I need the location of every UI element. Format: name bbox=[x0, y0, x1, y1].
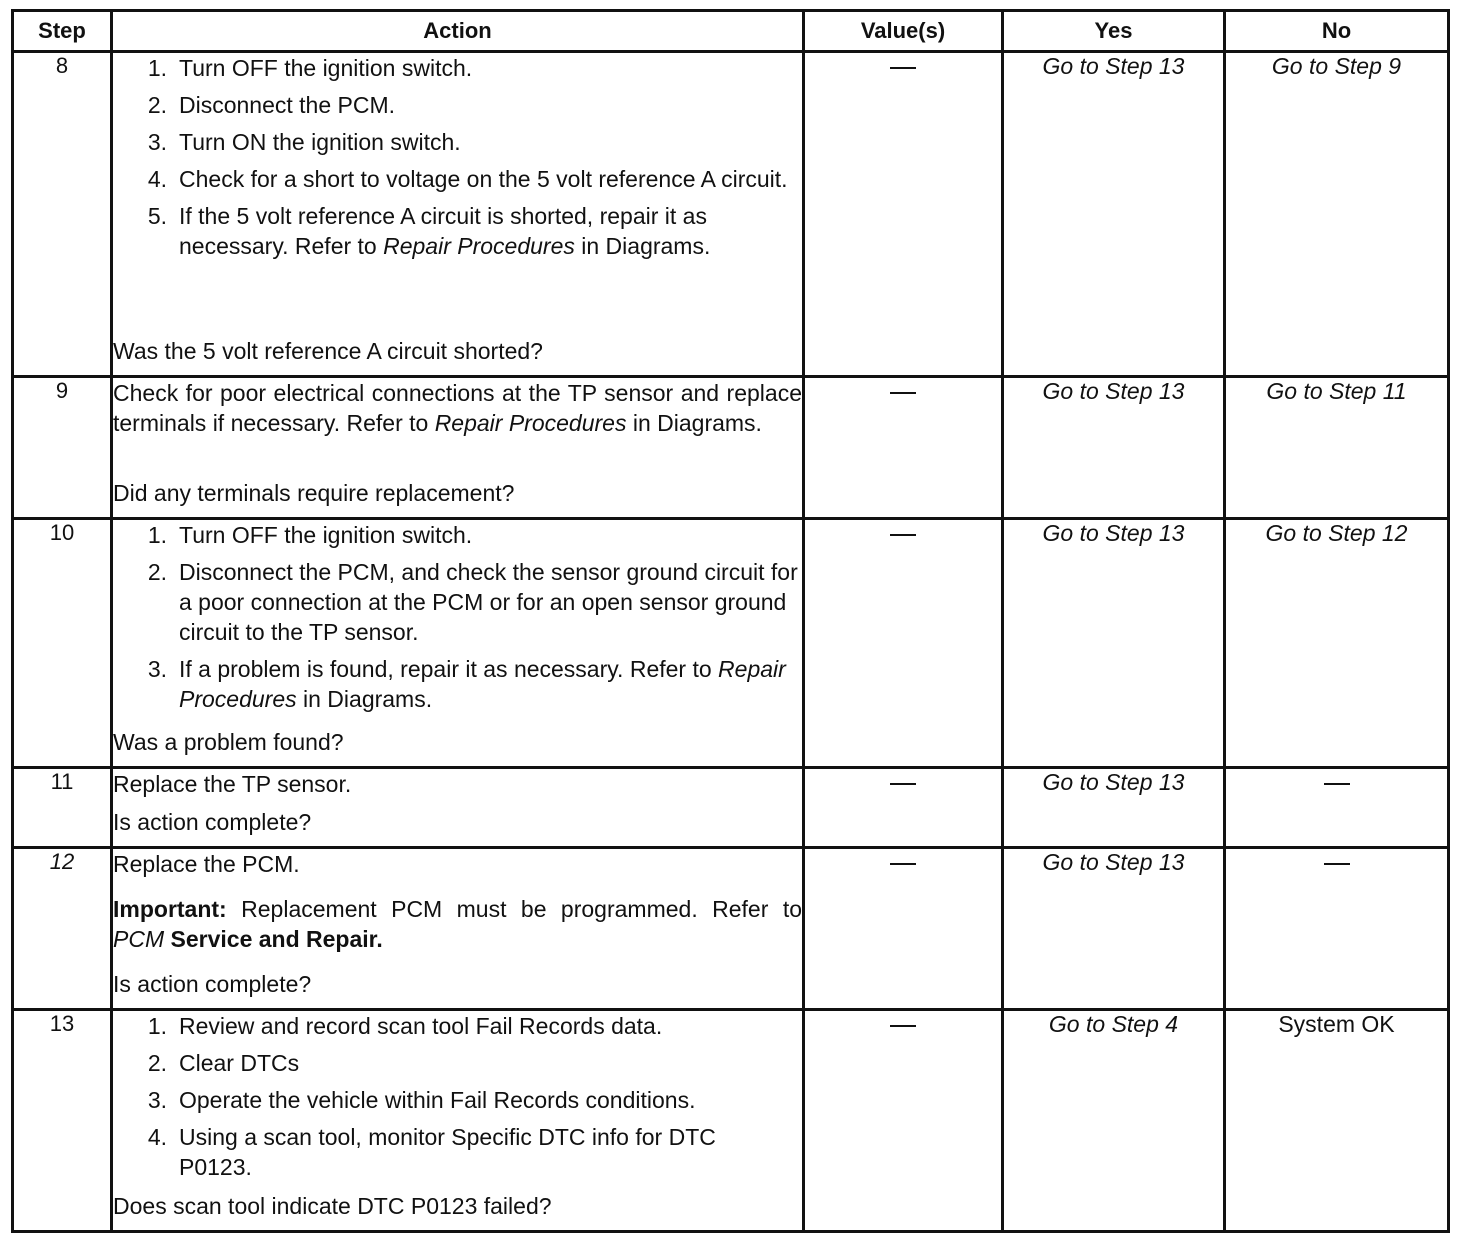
list-item: 2. Clear DTCs bbox=[147, 1050, 300, 1076]
no-cell bbox=[1225, 377, 1449, 519]
no-result: System OK bbox=[1278, 1011, 1395, 1037]
list-item: 1. Turn OFF the ignition switch. bbox=[147, 522, 473, 548]
action-text: Check for poor electrical connections at the TP sensor and replace terminals if necessary. Refer to Repair Procedures in Diagrams. bbox=[113, 380, 802, 436]
step-number: 10 bbox=[13, 519, 112, 768]
table-row-step-8 bbox=[13, 52, 1449, 377]
action-cell bbox=[112, 768, 804, 848]
action-steps bbox=[113, 520, 802, 714]
yes-cell bbox=[1003, 768, 1225, 848]
diagnostic-table bbox=[11, 9, 1450, 1233]
header-yes: Yes bbox=[1003, 11, 1225, 52]
important-label: Important: bbox=[113, 896, 227, 922]
yes-cell bbox=[1003, 848, 1225, 1010]
no-cell bbox=[1225, 519, 1449, 768]
list-item: 5. If the 5 volt reference A circuit is shorted, repair it as necessary. Refer to Repair Procedures in Diagrams. bbox=[147, 203, 711, 259]
list-item: 4. Using a scan tool, monitor Specific DTC info for DTC P0123. bbox=[147, 1124, 716, 1180]
dash-mark bbox=[890, 392, 916, 394]
value-cell bbox=[804, 848, 1003, 1010]
yes-link[interactable]: Go to Step 13 bbox=[1042, 769, 1185, 795]
action-text: Replace the PCM. bbox=[113, 851, 300, 877]
question: Is action complete? bbox=[113, 809, 312, 835]
question: Did any terminals require replacement? bbox=[113, 480, 515, 506]
step-number: 8 bbox=[13, 52, 112, 377]
list-item: 4. Check for a short to voltage on the 5 volt reference A circuit. bbox=[147, 166, 788, 192]
dash-mark bbox=[890, 863, 916, 865]
important-note: Important: Replacement PCM must be programmed. Refer to PCM Service and Repair. bbox=[113, 896, 802, 952]
question: Does scan tool indicate DTC P0123 failed? bbox=[113, 1193, 552, 1219]
header-step: Step bbox=[13, 11, 112, 52]
action-steps bbox=[113, 1011, 802, 1182]
step-number: 13 bbox=[13, 1010, 112, 1232]
header-values: Value(s) bbox=[804, 11, 1003, 52]
list-item: 2. Disconnect the PCM, and check the sensor ground circuit for a poor connection at the PCM or for an open sensor ground circuit to the TP sensor. bbox=[147, 559, 798, 645]
no-link[interactable]: Go to Step 12 bbox=[1265, 520, 1408, 546]
yes-link[interactable]: Go to Step 13 bbox=[1042, 520, 1185, 546]
action-steps bbox=[113, 53, 802, 268]
yes-cell bbox=[1003, 1010, 1225, 1232]
yes-cell bbox=[1003, 519, 1225, 768]
no-cell bbox=[1225, 52, 1449, 377]
dash-mark bbox=[890, 1025, 916, 1027]
dash-mark bbox=[890, 67, 916, 69]
value-cell bbox=[804, 377, 1003, 519]
step-number: 9 bbox=[13, 377, 112, 519]
value-cell bbox=[804, 768, 1003, 848]
action-cell bbox=[112, 52, 804, 377]
table-row-step-12 bbox=[13, 848, 1449, 1010]
value-cell bbox=[804, 1010, 1003, 1232]
header-row bbox=[13, 11, 1449, 52]
no-cell bbox=[1225, 848, 1449, 1010]
table-row-step-10 bbox=[13, 519, 1449, 768]
header-action: Action bbox=[112, 11, 804, 52]
dash-mark bbox=[890, 534, 916, 536]
question: Was the 5 volt reference A circuit shorted? bbox=[113, 338, 543, 364]
yes-link[interactable]: Go to Step 4 bbox=[1048, 1011, 1179, 1037]
yes-cell bbox=[1003, 377, 1225, 519]
list-item: 3. If a problem is found, repair it as necessary. Refer to Repair Procedures in Diagrams. bbox=[147, 656, 786, 712]
list-item: 2. Disconnect the PCM. bbox=[147, 92, 396, 118]
dash-mark bbox=[1324, 783, 1350, 785]
dash-mark bbox=[890, 783, 916, 785]
action-text: Replace the TP sensor. bbox=[113, 771, 352, 797]
step-number: 12 bbox=[13, 848, 112, 1010]
dash-mark bbox=[1324, 863, 1350, 865]
yes-link[interactable]: Go to Step 13 bbox=[1042, 849, 1185, 875]
yes-cell bbox=[1003, 52, 1225, 377]
action-cell bbox=[112, 519, 804, 768]
no-cell bbox=[1225, 768, 1449, 848]
value-cell bbox=[804, 52, 1003, 377]
table-row-step-9 bbox=[13, 377, 1449, 519]
step-number: 11 bbox=[13, 768, 112, 848]
list-item: 1. Review and record scan tool Fail Records data. bbox=[147, 1013, 663, 1039]
value-cell bbox=[804, 519, 1003, 768]
action-cell bbox=[112, 1010, 804, 1232]
no-link[interactable]: Go to Step 11 bbox=[1266, 378, 1407, 404]
action-cell bbox=[112, 377, 804, 519]
yes-link[interactable]: Go to Step 13 bbox=[1042, 53, 1185, 79]
question: Is action complete? bbox=[113, 971, 312, 997]
action-cell bbox=[112, 848, 804, 1010]
list-item: 3. Turn ON the ignition switch. bbox=[147, 129, 461, 155]
table-row-step-11 bbox=[13, 768, 1449, 848]
header-no: No bbox=[1225, 11, 1449, 52]
no-link[interactable]: Go to Step 9 bbox=[1271, 53, 1402, 79]
table-row-step-13 bbox=[13, 1010, 1449, 1232]
list-item: 3. Operate the vehicle within Fail Records conditions. bbox=[147, 1087, 696, 1113]
no-cell bbox=[1225, 1010, 1449, 1232]
list-item: 1. Turn OFF the ignition switch. bbox=[147, 55, 473, 81]
question: Was a problem found? bbox=[113, 729, 344, 755]
yes-link[interactable]: Go to Step 13 bbox=[1042, 378, 1185, 404]
